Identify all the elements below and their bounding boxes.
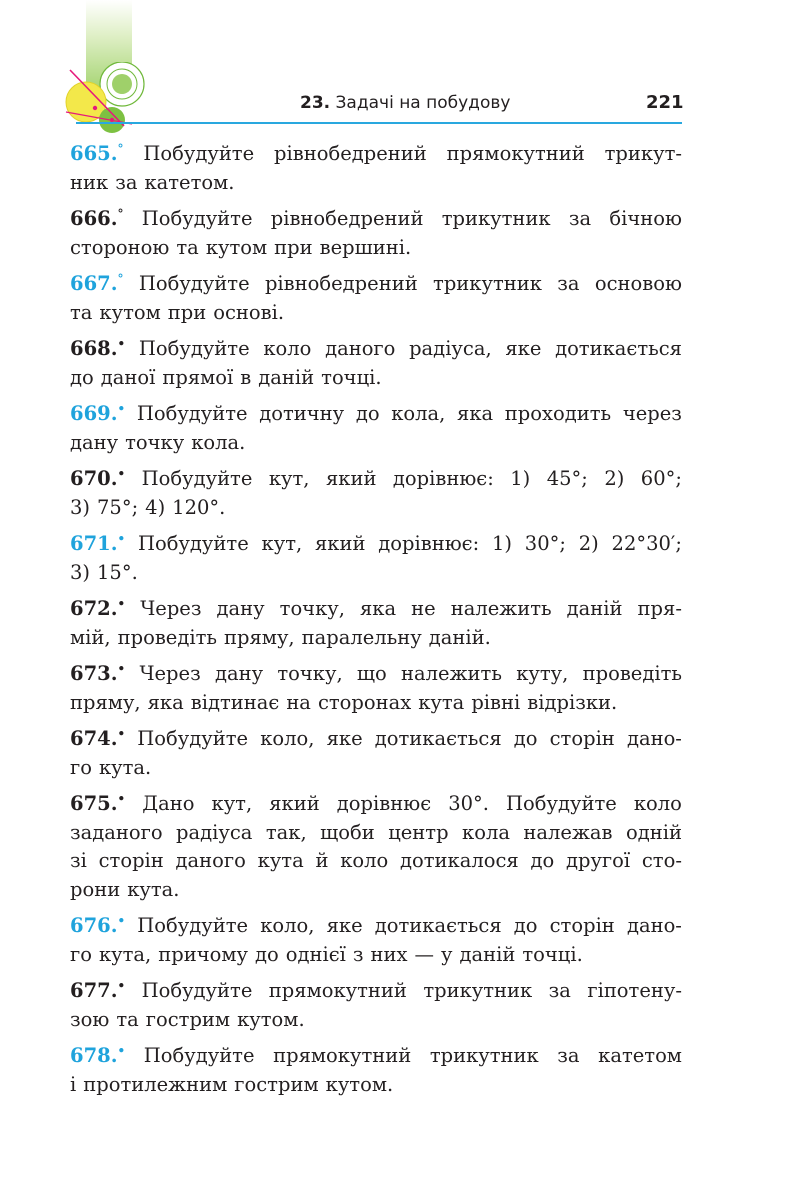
task-line bbox=[70, 140, 682, 169]
task-word: 4) bbox=[145, 495, 166, 519]
task-line bbox=[70, 494, 682, 523]
task-word: коло bbox=[340, 849, 389, 872]
task-word: проведіть bbox=[582, 662, 682, 685]
task-number bbox=[70, 465, 125, 494]
task-word: який bbox=[325, 467, 377, 490]
task-number bbox=[70, 595, 125, 624]
task-line bbox=[70, 912, 682, 941]
task-word: зою bbox=[70, 1007, 110, 1031]
task-word: до bbox=[513, 914, 538, 937]
task-word: куту, bbox=[516, 662, 569, 685]
task-word: причому bbox=[158, 942, 248, 966]
task-word: 75°; bbox=[97, 495, 139, 519]
task-item bbox=[70, 790, 682, 904]
task-word: Через bbox=[140, 597, 202, 620]
task-word: гіпотену- bbox=[587, 979, 682, 1002]
task-word: гострим bbox=[145, 1007, 231, 1031]
task-word: даній bbox=[566, 597, 623, 620]
task-word: до bbox=[255, 942, 279, 966]
task-word: сторін bbox=[98, 849, 164, 872]
difficulty-mark: • bbox=[117, 401, 126, 416]
task-item bbox=[70, 530, 682, 587]
task-number bbox=[70, 335, 125, 364]
task-word: коло, bbox=[260, 727, 315, 750]
task-word: прямокутний bbox=[268, 979, 407, 1002]
task-word: зі bbox=[70, 849, 87, 872]
task-line bbox=[70, 205, 682, 234]
task-word: даній bbox=[459, 942, 516, 966]
task-item bbox=[70, 140, 682, 197]
task-word: кут, bbox=[268, 467, 310, 490]
difficulty-mark: ° bbox=[117, 141, 124, 156]
task-line bbox=[70, 977, 682, 1006]
task-number-text: 669. bbox=[70, 402, 118, 425]
task-word: 1) bbox=[510, 467, 531, 490]
task-word: кута bbox=[418, 690, 465, 714]
task-word: відрізки. bbox=[527, 690, 618, 714]
task-word: 22°30′; bbox=[611, 532, 682, 555]
difficulty-mark: • bbox=[117, 336, 126, 351]
task-word: коло bbox=[263, 337, 312, 360]
task-word: яка bbox=[359, 597, 397, 620]
task-word: яка bbox=[457, 402, 494, 425]
task-word: кутом bbox=[99, 300, 161, 324]
difficulty-mark: ° bbox=[117, 206, 124, 221]
task-number-text: 677. bbox=[70, 979, 118, 1002]
task-item bbox=[70, 270, 682, 327]
task-item bbox=[70, 595, 682, 652]
task-word: яка bbox=[147, 690, 184, 714]
task-word: та bbox=[176, 235, 199, 259]
task-word: даній bbox=[258, 365, 315, 389]
task-item bbox=[70, 205, 682, 262]
task-word: та bbox=[116, 1007, 139, 1031]
task-word: належить bbox=[450, 597, 552, 620]
task-word: рівнобедрений bbox=[264, 272, 418, 295]
task-word: при bbox=[274, 235, 313, 259]
task-word: основою bbox=[594, 272, 682, 295]
task-word: пряму, bbox=[70, 690, 141, 714]
task-word: бічною bbox=[609, 207, 682, 230]
task-word: кута, bbox=[98, 942, 152, 966]
task-word: радіуса, bbox=[409, 337, 492, 360]
task-line bbox=[70, 429, 682, 458]
task-word: основі. bbox=[213, 300, 285, 324]
task-word: за bbox=[548, 979, 571, 1002]
task-line bbox=[70, 299, 682, 328]
task-line bbox=[70, 1042, 682, 1071]
task-line bbox=[70, 1071, 682, 1100]
task-word: однієї bbox=[285, 942, 346, 966]
task-word: кута. bbox=[98, 755, 152, 779]
task-word: щоби bbox=[320, 820, 375, 844]
task-word: дано- bbox=[626, 727, 682, 750]
task-word: дорівнює: bbox=[378, 532, 480, 555]
task-word: другої bbox=[565, 849, 631, 872]
task-line bbox=[70, 660, 682, 689]
task-word: го bbox=[70, 942, 92, 966]
task-word: даного bbox=[325, 337, 396, 360]
difficulty-mark: • bbox=[117, 978, 126, 993]
task-word: го bbox=[70, 755, 92, 779]
task-word: 30°; bbox=[524, 532, 566, 555]
task-word: ник bbox=[70, 170, 109, 194]
task-word: кут, bbox=[211, 792, 253, 815]
task-word: Дано bbox=[142, 792, 195, 815]
task-number bbox=[70, 270, 124, 299]
task-word: до bbox=[355, 402, 380, 425]
task-word: прямокутний bbox=[446, 142, 585, 165]
difficulty-mark: • bbox=[117, 791, 126, 806]
task-word: яке bbox=[505, 337, 542, 360]
task-word: Побудуйте bbox=[137, 914, 249, 937]
task-word: 45°; bbox=[546, 467, 588, 490]
task-item bbox=[70, 335, 682, 392]
task-word: Побудуйте bbox=[506, 792, 617, 815]
difficulty-mark: • bbox=[117, 596, 126, 611]
task-number bbox=[70, 725, 125, 754]
task-word: яке bbox=[326, 727, 363, 750]
task-line bbox=[70, 624, 682, 653]
task-number-text: 671. bbox=[70, 532, 118, 555]
task-number-text: 665. bbox=[70, 142, 118, 165]
task-word: Через bbox=[139, 662, 201, 685]
task-word: дотикається bbox=[555, 337, 682, 360]
task-word: відтинає bbox=[190, 690, 280, 714]
task-word: трикутник bbox=[433, 272, 542, 295]
task-line bbox=[70, 941, 682, 970]
task-line bbox=[70, 689, 682, 718]
task-item bbox=[70, 465, 682, 522]
task-word: проходить bbox=[504, 402, 612, 425]
task-line bbox=[70, 530, 682, 559]
task-word: і bbox=[70, 1072, 77, 1096]
task-line bbox=[70, 819, 682, 848]
task-word: сто- bbox=[641, 849, 682, 872]
task-item bbox=[70, 1042, 682, 1099]
task-word: Побудуйте bbox=[141, 467, 253, 490]
task-word: 1) bbox=[491, 532, 512, 555]
task-word: кута bbox=[257, 849, 304, 872]
task-word: даної bbox=[100, 365, 156, 389]
difficulty-mark: • bbox=[117, 531, 126, 546]
task-word: сторін bbox=[549, 727, 615, 750]
task-word: до bbox=[70, 365, 94, 389]
running-title bbox=[300, 93, 510, 113]
task-line bbox=[70, 559, 682, 588]
task-word: рівні bbox=[471, 690, 521, 714]
task-word: дотичну bbox=[259, 402, 345, 425]
task-word: рівнобедрений bbox=[270, 207, 424, 230]
task-word: й bbox=[315, 849, 329, 872]
task-number bbox=[70, 1042, 125, 1071]
task-word: Побудуйте bbox=[137, 727, 249, 750]
task-word: належав bbox=[523, 820, 613, 844]
task-line bbox=[70, 364, 682, 393]
difficulty-mark: • bbox=[117, 1043, 126, 1058]
task-word: на bbox=[286, 690, 311, 714]
task-word: прямої bbox=[162, 365, 234, 389]
page-number: 221 bbox=[646, 92, 684, 113]
task-word: та bbox=[70, 300, 93, 324]
difficulty-mark: ° bbox=[117, 271, 124, 286]
task-word: точці. bbox=[321, 365, 382, 389]
task-word: до bbox=[530, 849, 555, 872]
task-word: сторін bbox=[549, 914, 615, 937]
header-divider bbox=[76, 122, 682, 124]
chapter-title: Задачі на побудову bbox=[335, 93, 511, 113]
task-word: дано- bbox=[626, 914, 682, 937]
task-word: сторонах bbox=[317, 690, 412, 714]
task-word: вершині. bbox=[319, 235, 412, 259]
task-word: дотикається bbox=[374, 914, 502, 937]
task-word: 15°. bbox=[97, 560, 138, 584]
task-line bbox=[70, 725, 682, 754]
task-word: який bbox=[314, 532, 366, 555]
task-word: гострим bbox=[234, 1072, 319, 1096]
task-number bbox=[70, 660, 125, 689]
task-line bbox=[70, 270, 682, 299]
task-word: 3) bbox=[70, 495, 91, 519]
task-word: з bbox=[352, 942, 364, 966]
task-line bbox=[70, 790, 682, 819]
task-number bbox=[70, 912, 125, 941]
task-word: точку, bbox=[277, 662, 343, 685]
task-word: дорівнює: bbox=[392, 467, 494, 490]
task-word: дану bbox=[214, 662, 264, 685]
chapter-number: 23. bbox=[300, 93, 331, 113]
task-word: Побудуйте bbox=[143, 142, 255, 165]
task-word: рівнобедрений bbox=[274, 142, 427, 165]
task-word: паралельну bbox=[301, 625, 422, 649]
task-word: Побудуйте bbox=[138, 337, 250, 360]
task-number-text: 674. bbox=[70, 727, 118, 750]
task-word: радіуса bbox=[176, 820, 253, 844]
task-word: який bbox=[269, 792, 320, 815]
task-number bbox=[70, 790, 125, 819]
task-word: точці. bbox=[522, 942, 583, 966]
difficulty-mark: • bbox=[117, 466, 126, 481]
task-word: 30°. bbox=[448, 792, 489, 815]
task-number-text: 667. bbox=[70, 272, 118, 295]
task-word: пря- bbox=[637, 597, 682, 620]
task-word: Побудуйте bbox=[136, 402, 248, 425]
task-word: прямокутний bbox=[273, 1044, 412, 1067]
task-word: катетом bbox=[598, 1044, 682, 1067]
task-list bbox=[70, 140, 682, 1107]
task-number-text: 675. bbox=[70, 792, 118, 815]
task-line bbox=[70, 876, 682, 905]
task-line bbox=[70, 335, 682, 364]
task-word: трикутник bbox=[429, 1044, 539, 1067]
task-word: Побудуйте bbox=[138, 272, 250, 295]
task-word: за bbox=[557, 272, 580, 295]
task-number-text: 676. bbox=[70, 914, 118, 937]
task-word: протилежним bbox=[83, 1072, 228, 1096]
difficulty-mark: • bbox=[117, 726, 126, 741]
task-word: яке bbox=[326, 914, 363, 937]
task-word: одній bbox=[625, 820, 682, 844]
task-word: через bbox=[622, 402, 682, 425]
task-word: трикутник bbox=[441, 207, 551, 230]
task-word: кутом. bbox=[237, 1007, 305, 1031]
task-word: кута. bbox=[127, 877, 180, 901]
task-item bbox=[70, 725, 682, 782]
task-word: 60°; bbox=[640, 467, 682, 490]
task-number-text: 670. bbox=[70, 467, 118, 490]
task-word: стороною bbox=[70, 235, 170, 259]
task-word: точку, bbox=[279, 597, 345, 620]
task-word: належить bbox=[401, 662, 502, 685]
task-word: 120°. bbox=[172, 495, 226, 519]
task-word: трикут- bbox=[604, 142, 682, 165]
task-word: за bbox=[568, 207, 592, 230]
task-word: що bbox=[356, 662, 387, 685]
task-word: точку bbox=[125, 430, 185, 454]
task-item bbox=[70, 660, 682, 717]
task-number bbox=[70, 140, 124, 169]
task-number-text: 668. bbox=[70, 337, 118, 360]
task-line bbox=[70, 465, 682, 494]
task-item bbox=[70, 912, 682, 969]
task-word: них bbox=[370, 942, 408, 966]
task-word: дану bbox=[70, 430, 119, 454]
task-word: дотикається bbox=[374, 727, 502, 750]
difficulty-mark: • bbox=[117, 913, 126, 928]
task-word: проведіть bbox=[117, 625, 217, 649]
task-word: кола, bbox=[391, 402, 446, 425]
task-word: 2) bbox=[604, 467, 625, 490]
task-number bbox=[70, 205, 124, 234]
task-word: за bbox=[115, 170, 138, 194]
task-word: мій, bbox=[70, 625, 111, 649]
task-line bbox=[70, 847, 682, 876]
task-word: у bbox=[441, 942, 453, 966]
task-line bbox=[70, 754, 682, 783]
task-word: кола bbox=[462, 820, 510, 844]
task-word: Побудуйте bbox=[141, 979, 253, 1002]
task-word: коло bbox=[633, 792, 682, 815]
task-word: заданого bbox=[70, 820, 163, 844]
task-line bbox=[70, 1006, 682, 1035]
task-word: Побудуйте bbox=[143, 1044, 255, 1067]
task-word: центр bbox=[388, 820, 449, 844]
task-word: трикутник bbox=[423, 979, 533, 1002]
task-word: дану bbox=[216, 597, 265, 620]
task-number-text: 666. bbox=[70, 207, 118, 230]
task-word: 3) bbox=[70, 560, 91, 584]
task-word: дорівнює bbox=[336, 792, 432, 815]
task-item bbox=[70, 400, 682, 457]
task-item bbox=[70, 977, 682, 1034]
task-number-text: 673. bbox=[70, 662, 118, 685]
task-number bbox=[70, 530, 125, 559]
task-word: кола. bbox=[191, 430, 246, 454]
task-word: даного bbox=[175, 849, 246, 872]
task-word: рони bbox=[70, 877, 121, 901]
task-word: кут, bbox=[261, 532, 303, 555]
task-line bbox=[70, 400, 682, 429]
difficulty-mark: • bbox=[117, 661, 126, 676]
task-word: в bbox=[240, 365, 252, 389]
task-word: Побудуйте bbox=[141, 207, 253, 230]
task-word: Побудуйте bbox=[137, 532, 249, 555]
task-number-text: 672. bbox=[70, 597, 118, 620]
task-number bbox=[70, 977, 125, 1006]
task-number bbox=[70, 400, 125, 429]
task-word: — bbox=[414, 942, 435, 966]
task-word: кутом. bbox=[325, 1072, 394, 1096]
task-word: коло, bbox=[260, 914, 315, 937]
task-line bbox=[70, 169, 682, 198]
task-line bbox=[70, 595, 682, 624]
task-line bbox=[70, 234, 682, 263]
task-word: 2) bbox=[578, 532, 599, 555]
task-word: так, bbox=[265, 820, 307, 844]
task-word: дотикалося bbox=[400, 849, 519, 872]
task-word: пряму, bbox=[224, 625, 295, 649]
task-word: кутом bbox=[205, 235, 268, 259]
task-word: катетом. bbox=[144, 170, 235, 194]
task-word: до bbox=[513, 727, 538, 750]
task-number-text: 678. bbox=[70, 1044, 118, 1067]
task-word: не bbox=[411, 597, 436, 620]
task-word: за bbox=[557, 1044, 580, 1067]
task-word: даній. bbox=[428, 625, 491, 649]
geometry-circles-logo-icon bbox=[62, 62, 158, 144]
task-word: при bbox=[167, 300, 207, 324]
